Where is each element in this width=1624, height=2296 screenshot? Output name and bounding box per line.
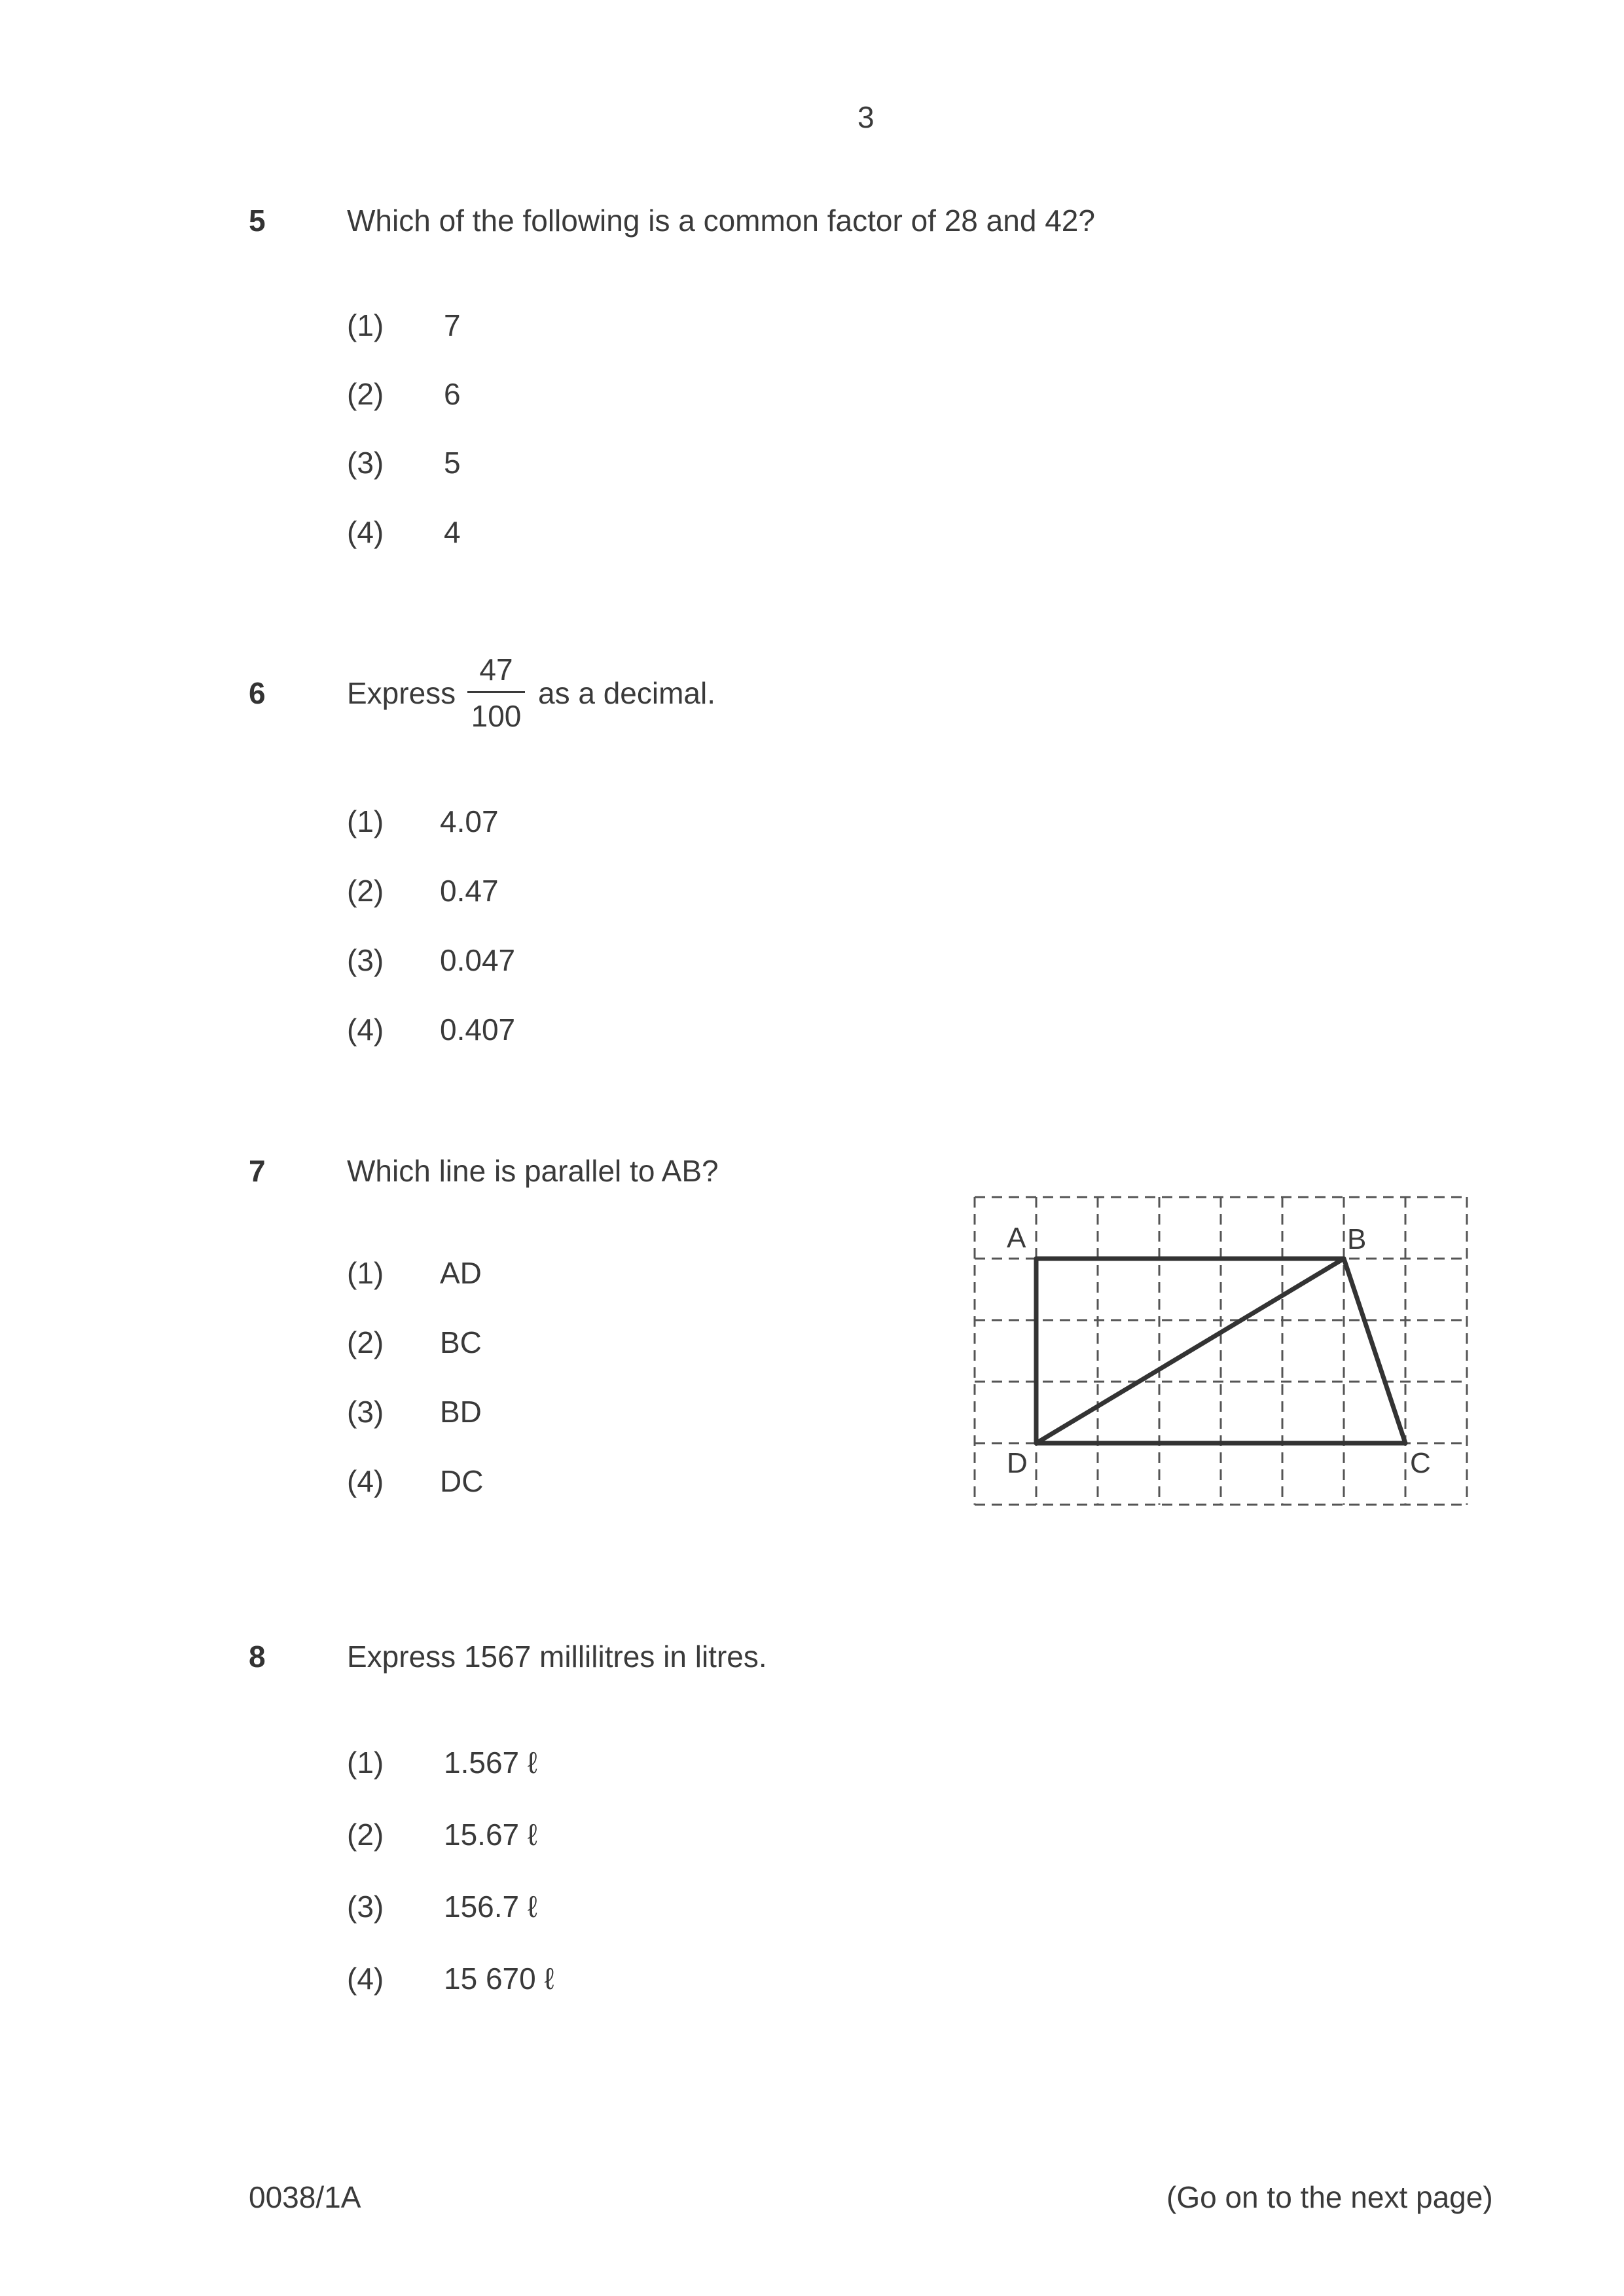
option-value: 6 [444,377,461,411]
trapezium-grid-diagram [956,1185,1479,1512]
vertex-label-d: D [1007,1447,1028,1479]
option-value: BD [440,1395,482,1429]
option-value: 4 [444,515,461,549]
option-number: (1) [347,1256,384,1290]
option-value: 0.047 [440,943,516,977]
fraction-numerator: 47 [479,653,513,687]
question-number: 5 [249,204,266,238]
option-number: (2) [347,377,384,411]
option-value: 0.407 [440,1013,516,1047]
continue-note: (Go on to the next page) [1166,2180,1493,2214]
option-number: (4) [347,515,384,549]
option-number: (3) [347,1395,384,1429]
line-bc [1344,1259,1405,1443]
option-value: 15 670 ℓ [444,1962,554,1996]
option-value: 5 [444,446,461,480]
option-value: 7 [444,308,461,342]
question-text: Which line is parallel to AB? [347,1154,719,1188]
option-number: (4) [347,1962,384,1996]
question-number: 8 [249,1640,266,1674]
fraction [466,652,526,734]
option-number: (3) [347,1890,384,1924]
line-bd [1036,1259,1344,1443]
page-number: 3 [857,100,875,134]
option-number: (2) [347,1325,384,1359]
question-number: 7 [249,1154,266,1188]
vertex-label-a: A [1007,1222,1026,1254]
option-number: (1) [347,308,384,342]
vertex-label-b: B [1347,1223,1367,1255]
fraction-denominator: 100 [471,699,522,733]
option-number: (4) [347,1013,384,1047]
question-text: Which of the following is a common factor of 28 and 42? [347,204,1095,238]
option-number: (2) [347,1818,384,1852]
question-text-before: Express [347,676,456,710]
option-value: AD [440,1256,482,1290]
option-number: (4) [347,1464,384,1498]
option-value: 4.07 [440,804,499,838]
question-text: Express 1567 millilitres in litres. [347,1640,767,1674]
question-number: 6 [249,676,266,710]
option-value: DC [440,1464,484,1498]
grid-lines [975,1197,1467,1505]
option-value: BC [440,1325,482,1359]
question-text-after: as a decimal. [538,676,716,710]
option-number: (1) [347,1746,384,1780]
fraction-bar [467,691,525,693]
option-value: 0.47 [440,874,499,908]
paper-code: 0038/1A [249,2180,361,2214]
option-value: 15.67 ℓ [444,1818,537,1852]
option-value: 1.567 ℓ [444,1746,537,1780]
option-number: (3) [347,943,384,977]
option-number: (2) [347,874,384,908]
option-number: (1) [347,804,384,838]
option-number: (3) [347,446,384,480]
vertex-label-c: C [1410,1447,1431,1479]
option-value: 156.7 ℓ [444,1890,537,1924]
